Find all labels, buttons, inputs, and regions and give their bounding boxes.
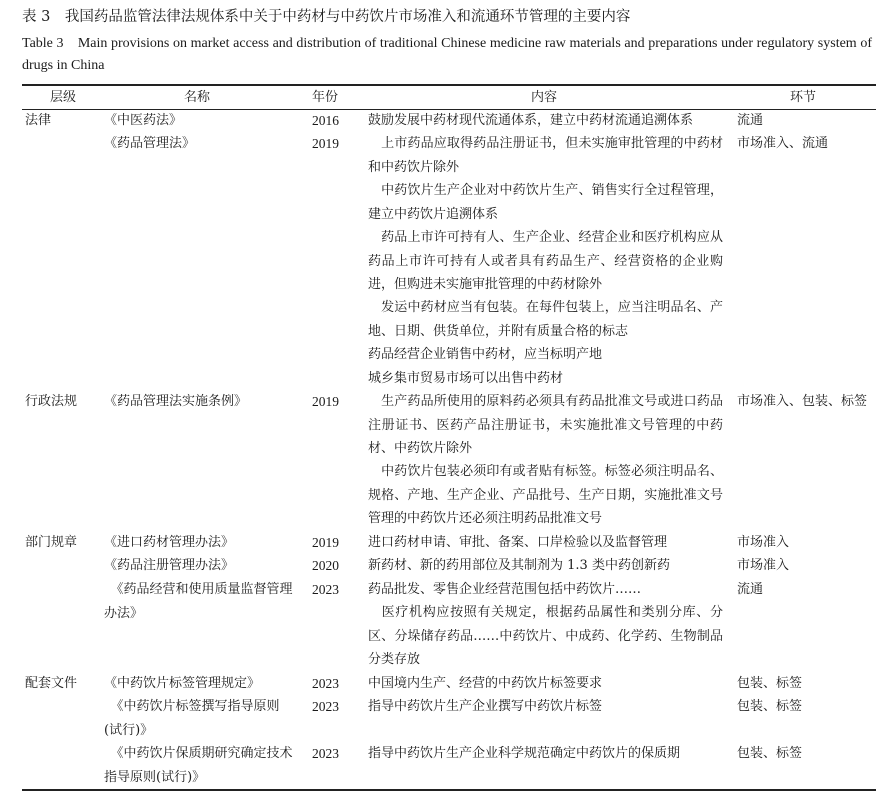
name-cell: 《药品经营和使用质量监督管理办法》 [104,582,293,621]
link-cell: 包装、标签 [737,746,803,761]
header-link: 环节 [790,90,817,105]
link-cell: 市场准入、包装、标签 [737,394,868,409]
link-cell: 流通 [737,582,764,597]
content-cell: 指导中药饮片生产企业撰写中药饮片标签 [368,699,603,714]
level-cell: 部门规章 [25,535,78,550]
year-cell: 2023 [312,746,339,761]
level-cell: 行政法规 [25,394,78,409]
header-content: 内容 [531,90,558,105]
name-cell: 《药品管理法》 [104,136,196,151]
content-cell: 医疗机构应按照有关规定，根据药品属性和类别分库、分区、分垛储存药品……中药饮片、中成药、化学药、生物制品分类存放 [368,605,723,668]
content-cell: 药品经营企业销售中药材，应当标明产地 [368,347,603,362]
name-cell: 《药品管理法实施条例》 [104,394,248,409]
link-cell: 包装、标签 [737,676,803,691]
link-cell: 市场准入 [737,535,790,550]
content-cell: 中药饮片生产企业对中药饮片生产、销售实行全过程管理，建立中药饮片追溯体系 [368,183,723,222]
header-name: 名称 [184,90,211,105]
header-year: 年份 [312,90,339,105]
link-cell: 流通 [737,113,764,128]
link-cell: 市场准入、流通 [737,136,829,151]
content-cell: 指导中药饮片生产企业科学规范确定中药饮片的保质期 [368,746,681,761]
content-cell: 新药材、新的药用部位及其制剂为 1.3 类中药创新药 [368,558,670,573]
content-cell: 进口药材申请、审批、备案、口岸检验以及监督管理 [368,535,668,550]
caption-zh: 表 3 我国药品监管法律法规体系中关于中药材与中药饮片市场准入和流通环节管理的主要内容 [22,9,631,25]
year-cell: 2023 [312,699,339,714]
content-cell: 药品上市许可持有人、生产企业、经营企业和医疗机构应从药品上市许可持有人或者具有药品生产、经营资格的企业购进，但购进未实施审批管理的中药材除外 [368,230,723,293]
link-cell: 市场准入 [737,558,790,573]
name-cell: 《进口药材管理办法》 [104,535,235,550]
content-cell: 中国境内生产、经营的中药饮片标签要求 [368,676,603,691]
content-cell: 药品批发、零售企业经营范围包括中药饮片…… [368,582,642,597]
level-cell: 配套文件 [25,676,78,691]
header-level: 层级 [50,90,77,105]
caption-en: Table 3 Main provisions on market access and distribution of traditional Chinese medicine raw materials and preparations under regulatory system of drugs in China [22,36,872,73]
content-cell: 发运中药材应当有包装。在每件包装上，应当注明品名、产地、日期、供货单位，并附有质量合格的标志 [368,300,723,339]
content-cell: 生产药品所使用的原料药必须具有药品批准文号或进口药品注册证书、医药产品注册证书，未实施批准文号管理的中药材、中药饮片除外 [368,394,723,457]
name-cell: 《中药饮片标签撰写指导原则(试行)》 [104,699,280,738]
link-cell: 包装、标签 [737,699,803,714]
level-cell: 法律 [25,113,52,128]
year-cell: 2019 [312,394,339,409]
year-cell: 2019 [312,136,339,151]
content-cell: 上市药品应取得药品注册证书，但未实施审批管理的中药材和中药饮片除外 [368,136,723,175]
year-cell: 2023 [312,582,339,597]
name-cell: 《中医药法》 [104,113,183,128]
name-cell: 《药品注册管理办法》 [104,558,235,573]
year-cell: 2019 [312,535,339,550]
year-cell: 2020 [312,558,339,573]
year-cell: 2016 [312,113,339,128]
year-cell: 2023 [312,676,339,691]
table-top-rule [22,84,876,86]
name-cell: 《中药饮片标签管理规定》 [104,676,261,691]
table-bottom-rule [22,789,876,791]
content-cell: 鼓励发展中药材现代流通体系，建立中药材流通追溯体系 [368,113,694,128]
content-cell: 城乡集市贸易市场可以出售中药材 [368,371,564,386]
name-cell: 《中药饮片保质期研究确定技术指导原则(试行)》 [104,746,293,785]
content-cell: 中药饮片包装必须印有或者贴有标签。标签必须注明品名、规格、产地、生产企业、产品批号、生产日期，实施批准文号管理的中药饮片还必须注明药品批准文号 [368,464,723,527]
